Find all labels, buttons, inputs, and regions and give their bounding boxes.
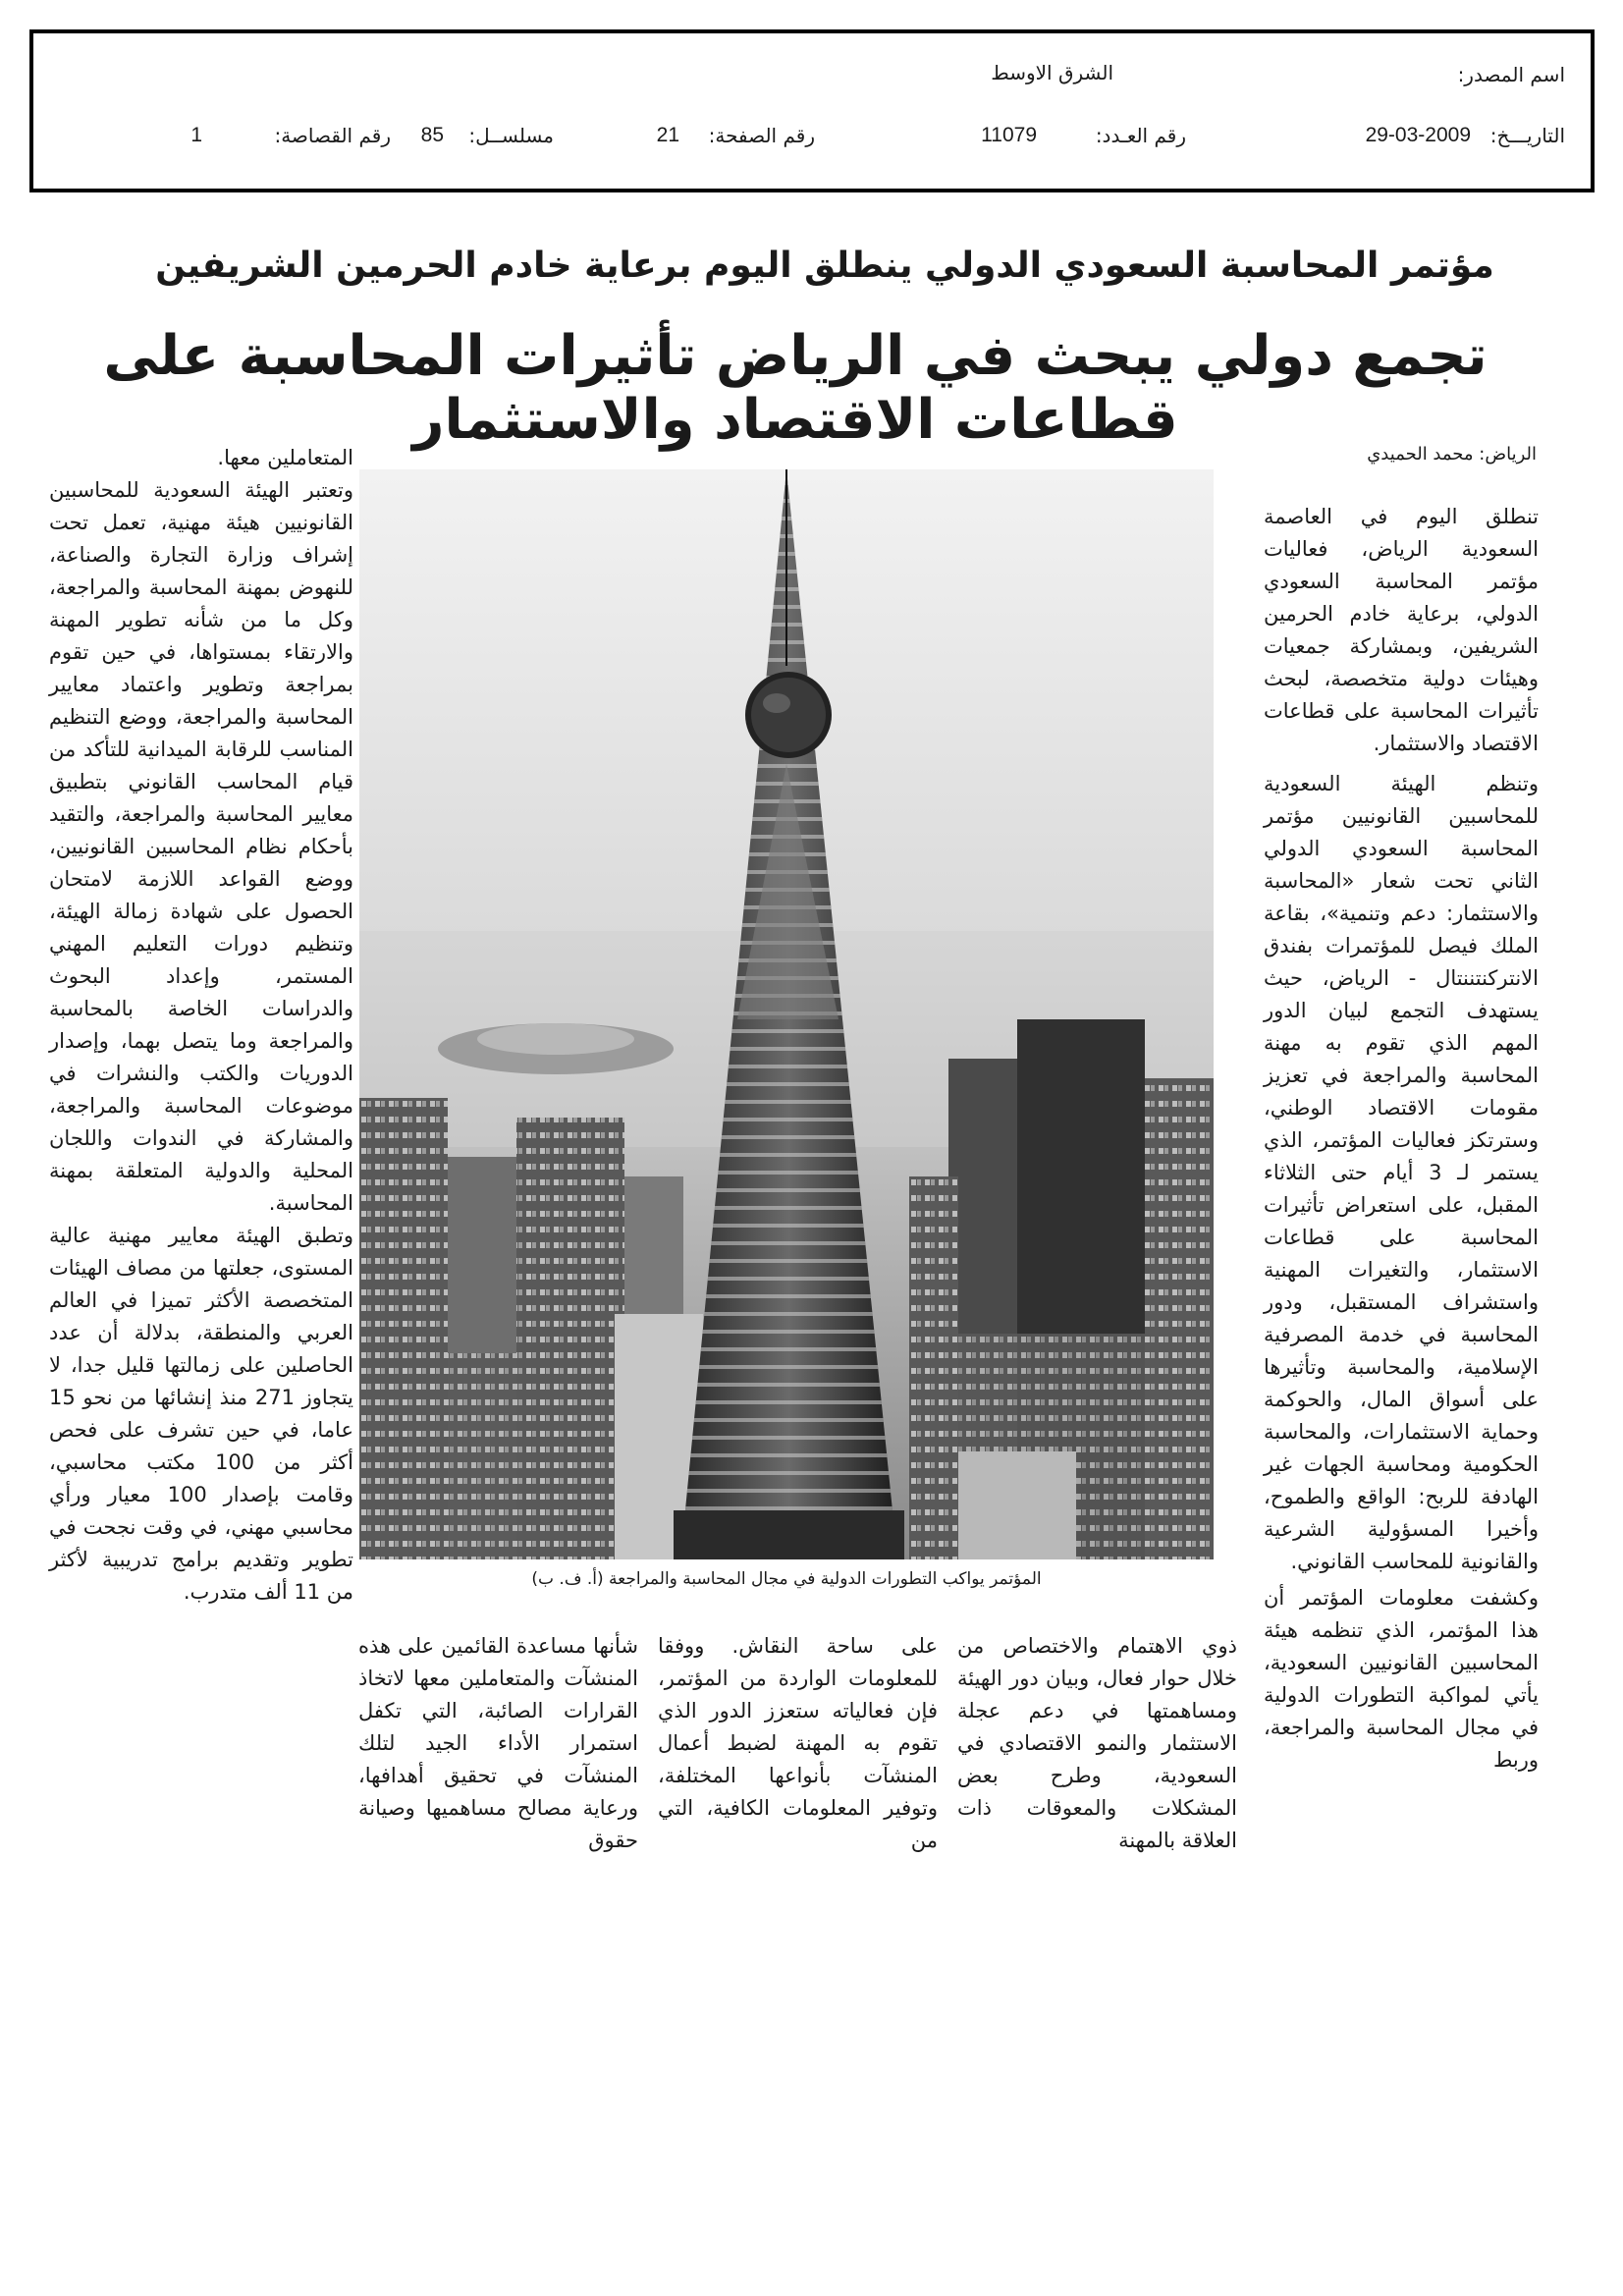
page-value: 21 [656, 124, 679, 146]
source-value: الشرق الاوسط [991, 61, 1113, 84]
paragraph-info: وكشفت معلومات المؤتمر أن هذا المؤتمر، الذي تنظمه هيئة المحاسبين القانونيين السعودية، يأتي لمواكبة التطورات الدولية في مجال المحاسبة والمراجعة، وربط [1264, 1586, 1539, 1772]
article-headline: تجمع دولي يبحث في الرياض تأثيرات المحاسبة على قطاعات الاقتصاد والاستثمار [103, 324, 1488, 452]
clipping-value: 1 [190, 124, 202, 146]
paragraph-decisions: شأنها مساعدة القائمين على هذه المنشآت والمتعاملين معها لاتخاذ القرارات الصائبة، التي تكفل استمرار الأداء الجيد لتلك المنشآت في تحقيق أهدافها، ورعاية مصالح مساهميها وصيانة حقوق [358, 1634, 638, 1852]
text-column-bottom-1 [957, 1630, 1237, 1857]
date-value: 29-03-2009 [1365, 124, 1471, 146]
text-column-bottom-2 [658, 1630, 938, 1857]
paragraph-organizer: وتنظم الهيئة السعودية للمحاسبين القانونيين مؤتمر المحاسبة السعودي الدولي الثاني تحت شعار «المحاسبة والاستثمار: دعم وتنمية»، بقاعة الملك فيصل للمؤتمرات بفندق الانتركنتننتال - الرياض، حيث يستهدف التجمع لبيان الدور المهم الذي تقوم به مهنة المحاسبة والمراجعة في تعزيز مقومات الاقتصاد الوطني، وسترتكز فعاليات المؤتمر، الذي يستمر لـ 3 أيام حتى الثلاثاء المقبل، على استعراض تأثيرات المحاسبة على قطاعات الاستثمار، والتغيرات المهنية واستشراف المستقبل، ودور المحاسبة في خدمة المصرفية الإسلامية، والمحاسبة وتأثيرها على أسواق المال، والحوكمة وحماية الاستثمارات، والمحاسبة الحكومية ومحاسبة الجهات غير الهادفة للربح: الواقع والطموح، وأخيرا المسؤولية الشرعية والقانونية للمحاسب القانوني. [1264, 772, 1539, 1573]
paragraph-standards: وتطبق الهيئة معايير مهنية عالية المستوى، جعلتها من مصاف الهيئات المتخصصة الأكثر تميزا في العالم العربي والمنطقة، بدلالة أن عدد الحاصلين على زمالتها قليل جدا، لا يتجاوز 271 منذ إنشائها من نحو 15 عاما، في حين تشرف على فحص أكثر من 100 مكتب محاسبي، وقامت بإصدار 100 معيار ورأي محاسبي مهني، في وقت نجحت في تطوير وتقديم برامج تدريبية لأكثر من 11 ألف متدرب. [49, 1224, 354, 1604]
paragraph-continuation: المتعاملين معها. [217, 446, 353, 469]
article-kicker: مؤتمر المحاسبة السعودي الدولي ينطلق اليوم برعاية خادم الحرمين الشريفين [155, 246, 1494, 286]
issue-label: رقم العـدد: [1095, 124, 1186, 147]
paragraph-intro: تنطلق اليوم في العاصمة السعودية الرياض، فعاليات مؤتمر المحاسبة السعودي الدولي، برعاية خادم الحرمين الشريفين، وبمشاركة جمعيات وهيئات دولية متخصصة، لبحث تأثيرات المحاسبة على قطاعات الاقتصاد والاستثمار. [1264, 505, 1539, 755]
issue-value: 11079 [981, 124, 1037, 146]
clipping-label: رقم القصاصة: [274, 124, 391, 147]
paragraph-dialogue: ذوي الاهتمام والاختصاص من خلال حوار فعال، وبيان دور الهيئة ومساهمتها في دعم عجلة الاستثمار والنمو الاقتصادي في السعودية، وطرح بعض المشكلات والمعوقات ذات العلاقة بالمهنة [957, 1634, 1237, 1852]
serial-label: مسلســل: [468, 124, 554, 147]
source-info-box [29, 29, 1595, 192]
page-label: رقم الصفحة: [708, 124, 815, 147]
tower-photo-image [359, 469, 1214, 1559]
source-label: اسم المصدر: [1457, 63, 1565, 86]
photo-caption: المؤتمر يواكب التطورات الدولية في مجال المحاسبة والمراجعة (أ. ف. ب) [531, 1569, 1042, 1589]
paragraph-role: على ساحة النقاش. ووفقا للمعلومات الواردة من المؤتمر، فإن فعالياته ستعزز الدور الذي تقوم به المهنة لضبط أعمال المنشآت بأنواعها المختلفة، وتوفير المعلومات الكافية، التي من [658, 1634, 938, 1852]
text-column-right [1264, 501, 1539, 1777]
serial-value: 85 [420, 124, 444, 146]
article-byline: الرياض: محمد الحميدي [1367, 444, 1537, 465]
article-photo [359, 469, 1214, 1559]
date-label: التاريـــخ: [1489, 124, 1565, 147]
paragraph-authority: وتعتبر الهيئة السعودية للمحاسبين القانونيين هيئة مهنية، تعمل تحت إشراف وزارة التجارة والصناعة، للنهوض بمهنة المحاسبة والمراجعة، وكل ما من شأنه تطوير المهنة والارتقاء بمستواها، في حين تقوم بمراجعة وتطوير واعتماد معايير المحاسبة والمراجعة، ووضع التنظيم المناسب للرقابة الميدانية للتأكد من قيام المحاسب القانوني بتطبيق معايير المحاسبة والمراجعة، والتقيد بأحكام نظام المحاسبين القانونيين، ووضع القواعد اللازمة لامتحان الحصول على شهادة زمالة الهيئة، وتنظيم دورات التعليم المهني المستمر، وإعداد البحوث والدراسات الخاصة بالمحاسبة والمراجعة وما يتصل بهما، وإصدار الدوريات والكتب والنشرات في موضوعات المحاسبة والمراجعة، والمشاركة في الندوات واللجان المحلية والدولية المتعلقة بمهنة المحاسبة. [49, 478, 353, 1215]
text-column-bottom-3 [358, 1630, 638, 1857]
text-column-left [49, 442, 353, 1609]
